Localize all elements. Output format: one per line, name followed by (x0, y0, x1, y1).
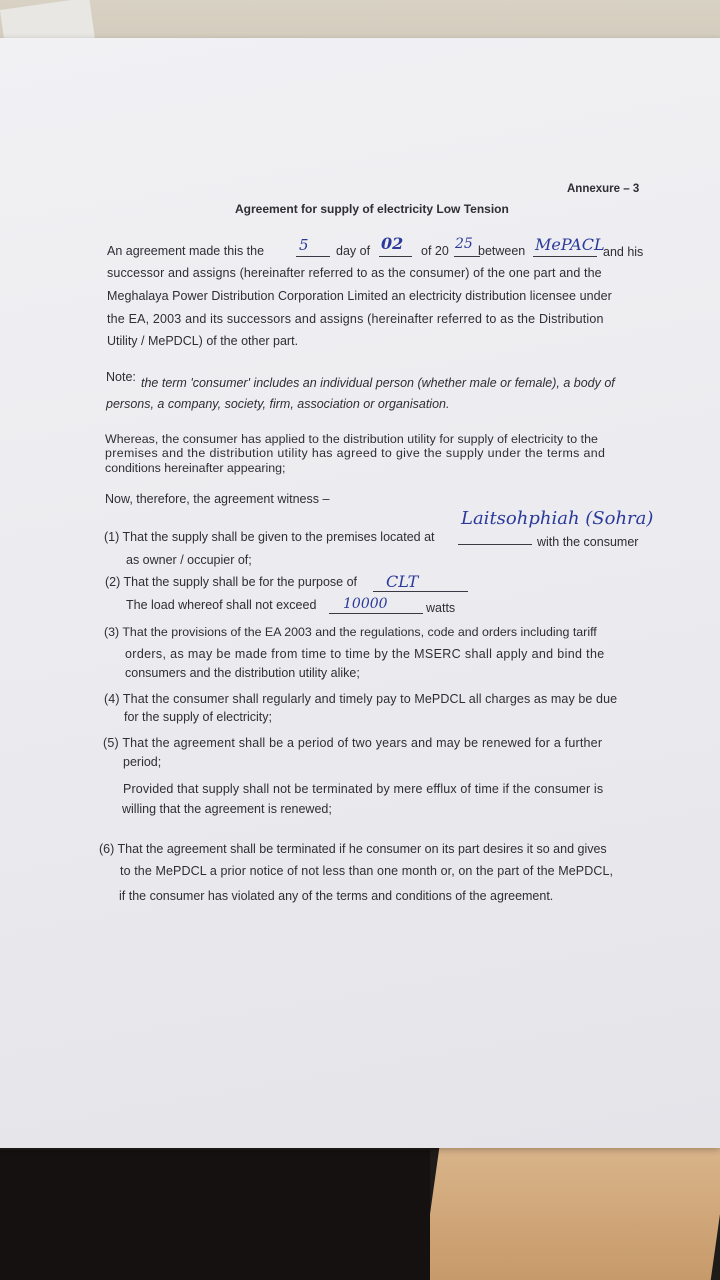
clause-1-consumer: with the consumer (537, 535, 639, 549)
clause-2-text: (2) That the supply shall be for the purpose of (105, 575, 358, 589)
clause-2-watts: watts (426, 601, 456, 615)
whereas-line-1: Whereas, the consumer has applied to the distribution utility for supply of electricity to the (105, 432, 598, 446)
party-handwritten: MePACL (535, 235, 605, 254)
clause-3-line-2: orders, as may be made from time to time by the MSERC shall apply and bind the (125, 647, 605, 661)
load-handwritten: 10000 (343, 596, 388, 612)
clause-5-line-3: Provided that supply shall not be terminated by mere efflux of time if the consumer is (123, 782, 604, 796)
table-surface (421, 1148, 720, 1280)
clause-3-line-1: (3) That the provisions of the EA 2003 and the regulations, code and orders including tariff (104, 625, 597, 639)
document-page (0, 38, 720, 1148)
whereas-line-3: conditions hereinafter appearing; (105, 461, 286, 475)
purpose-handwritten: CLT (386, 572, 419, 591)
year-blank-line (454, 256, 480, 257)
clause-1-owner: as owner / occupier of; (126, 553, 252, 567)
location-handwritten: Laitsohphiah (Sohra) (461, 508, 654, 529)
month-blank-line (379, 256, 412, 257)
clause-5-line-1: (5) That the agreement shall be a period of two years and may be renewed for a further (103, 736, 603, 750)
dark-object (0, 1150, 430, 1280)
location-blank-line (458, 544, 532, 545)
whereas-line-2: premises and the distribution utility has agreed to give the supply under the terms and (105, 446, 606, 460)
intro-text-a: An agreement made this the (107, 244, 265, 258)
note-label: Note: (106, 370, 136, 384)
note-line-2: persons, a company, society, firm, association or organisation. (106, 397, 450, 411)
intro-text-e: and his (603, 245, 644, 259)
party-blank-line (533, 256, 597, 257)
clause-2-load: The load whereof shall not exceed (126, 598, 317, 612)
day-blank-line (296, 256, 330, 257)
note-line-1: the term 'consumer' includes an individual person (whether male or female), a body of (141, 376, 615, 390)
intro-text-d: between (478, 244, 526, 258)
clause-4-line-2: for the supply of electricity; (124, 710, 272, 724)
clause-3-line-3: consumers and the distribution utility alike; (125, 666, 360, 680)
clause-5-line-4: willing that the agreement is renewed; (122, 802, 332, 816)
intro-text-c: of 20 (421, 244, 449, 258)
clause-6-line-1: (6) That the agreement shall be terminated if he consumer on its part desires it so and gives (99, 842, 607, 856)
intro-line-3: Meghalaya Power Distribution Corporation Limited an electricity distribution licensee under (107, 289, 612, 303)
clause-1-text: (1) That the supply shall be given to the premises located at (104, 530, 435, 544)
intro-line-5: Utility / MePDCL) of the other part. (107, 334, 299, 348)
clause-6-line-3: if the consumer has violated any of the terms and conditions of the agreement. (119, 889, 554, 903)
clause-6-line-2: to the MePDCL a prior notice of not less than one month or, on the part of the MePDCL, (120, 864, 614, 878)
month-handwritten: 02 (381, 234, 404, 253)
witness-line: Now, therefore, the agreement witness – (105, 492, 330, 506)
clause-5-line-2: period; (123, 755, 162, 769)
intro-text-b: day of (336, 244, 371, 258)
clause-4-line-1: (4) That the consumer shall regularly and timely pay to MePDCL all charges as may be due (104, 692, 618, 706)
document-title: Agreement for supply of electricity Low Tension (235, 202, 509, 216)
year-handwritten: 25 (455, 236, 473, 252)
annexure-label: Annexure – 3 (567, 183, 640, 195)
intro-line-2: successor and assigns (hereinafter referred to as the consumer) of the one part and the (107, 266, 602, 280)
intro-line-4: the EA, 2003 and its successors and assigns (hereinafter referred to as the Distribution (107, 312, 604, 326)
load-blank-line (329, 613, 423, 614)
purpose-blank-line (373, 591, 468, 592)
day-handwritten: 5 (299, 236, 309, 254)
